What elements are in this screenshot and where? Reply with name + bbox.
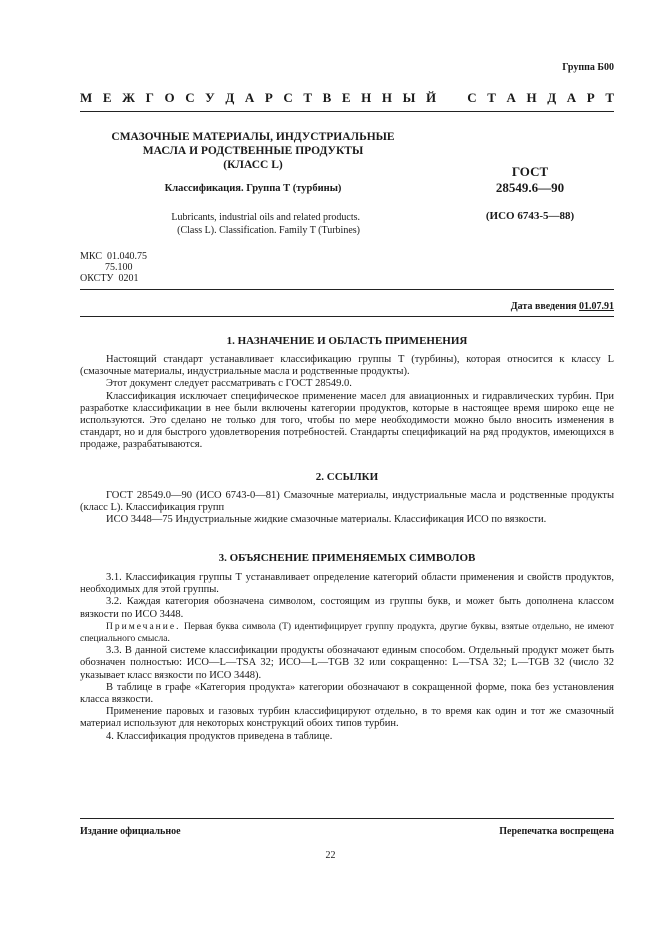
english-title-line-2: (Class L). Classification. Family T (Turbines) [177, 225, 360, 236]
footer-rule [80, 818, 614, 819]
document-subtitle: Классификация. Группа Т (турбины) [164, 183, 342, 194]
mks-code-2: 75.100 [80, 262, 133, 273]
banner-letter: Н [381, 90, 393, 105]
okstu-code: ОКСТУ 0201 [80, 273, 139, 284]
banner-letter: С [283, 90, 293, 105]
gost-label: ГОСТ [511, 164, 549, 179]
banner-letter: А [506, 90, 516, 105]
title-line-2: МАСЛА И РОДСТВЕННЫЕ ПРОДУКТЫ [142, 145, 364, 157]
document-title [88, 130, 418, 172]
note [80, 621, 614, 645]
english-title [80, 211, 360, 237]
banner-letter: Г [145, 90, 154, 105]
paragraph: ИСО 3448—75 Индустриальные жидкие смазочные материалы. Классификация ИСО по вязкости. [106, 514, 547, 526]
section-2-heading: 2. ССЫЛКИ [315, 471, 379, 483]
section-1-heading: 1. НАЗНАЧЕНИЕ И ОБЛАСТЬ ПРИМЕНЕНИЯ [226, 335, 468, 347]
iso-equivalent: (ИСО 6743-5—88) [485, 210, 575, 222]
banner-letter: У [205, 90, 215, 105]
paragraph: Этот документ следует рассматривать с ГОСТ 28549.0. [106, 378, 352, 390]
page-number: 22 [325, 850, 336, 861]
introduction-date [511, 301, 614, 312]
header-rule [80, 111, 614, 112]
section-1-body [80, 354, 614, 452]
note-text: Первая буква символа (Т) идентифицирует группу продукта, другие буквы, взятые отдельно, не имеют специального смысла. [80, 621, 614, 645]
introduction-date-label: Дата введения [510, 301, 579, 312]
group-code: Группа Б00 [562, 62, 614, 73]
banner-letter: Т [487, 90, 496, 105]
section-3-heading: 3. ОБЪЯСНЕНИЕ ПРИМЕНЯЕМЫХ СИМВОЛОВ [218, 552, 476, 564]
banner-letter: А [566, 90, 577, 105]
banner-letter: Е [102, 90, 112, 105]
banner-letter: Д [225, 90, 235, 105]
classification-codes [80, 251, 147, 284]
banner-gap [447, 90, 457, 106]
interstate-standard-banner [80, 90, 614, 106]
note-label: Примечание. [106, 621, 181, 632]
reprint-prohibited-label: Перепечатка воспрещена [499, 826, 614, 837]
paragraph: Применение паровых и газовых турбин классифицируют отдельно, в то время как один и тот же смазочный материал используют для некоторых конструкций обоих типов турбин. [80, 706, 614, 730]
banner-letter: Н [361, 90, 372, 105]
paragraph: Настоящий стандарт устанавливает классификацию группы Т (турбины), которая относится к классу L (смазочные материалы, индустриальные масла и родственные продукты). [80, 354, 614, 378]
section-3-body [80, 572, 614, 743]
banner-letter: Р [586, 90, 595, 105]
gost-designation [470, 164, 590, 196]
banner-letter: Н [526, 90, 537, 105]
paragraph: 3.1. Классификация группы Т устанавливает определение категорий области применения и свойств продуктов, необходимых для этой группы. [80, 572, 614, 596]
banner-letter: Ы [402, 90, 416, 105]
paragraph: 4. Классификация продуктов приведена в таблице. [106, 730, 333, 742]
banner-letter: С [467, 90, 477, 105]
banner-letter: Т [605, 90, 614, 105]
paragraph: Классификация исключает специфическое применение масел для авиационных и гидравлических турбин. При разработке классификации в нее были включены категории продуктов, которые в настоящее время широко еще не используются. Это сделано не только для того, чтобы по мере необходимости можно было вносить изменения в стандарт, но и для быстрого удовлетворения потребностей. Стандарты спецификаций на ряд продуктов, имеющихся в продаже, разрабатываются. [80, 390, 614, 451]
banner-letter: Р [264, 90, 273, 105]
banner-letter: Ж [122, 90, 135, 105]
date-rule [80, 316, 614, 317]
banner-letter: Й [425, 90, 437, 105]
official-edition-label: Издание официальное [80, 826, 181, 837]
title-line-3: (КЛАСС L) [223, 159, 283, 171]
section-2-body [80, 490, 614, 527]
introduction-date-value: 01.07.91 [579, 301, 614, 312]
paragraph: ГОСТ 28549.0—90 (ИСО 6743-0—81) Смазочные материалы, индустриальные масла и родственные продукты (класс L). Классификация групп [80, 490, 614, 514]
gost-number: 28549.6—90 [495, 180, 565, 195]
paragraph: В таблице в графе «Категория продукта» категории обозначают в сокращенной форме, пока без установления класса вязкости. [80, 681, 614, 706]
english-title-line-1: Lubricants, industrial oils and related products. [171, 212, 360, 223]
banner-letter: О [164, 90, 175, 105]
paragraph: 3.3. В данной системе классификации продукты обозначают единым способом. Отдельный продукт может быть обозначен полностью: ИСО—L—TSA 32; ИСО—L—TGB 32 или сокращенно: L—TSA 32; L—TGB 32 (число 32 указывает класс вязкости по ИСО 3448). [80, 645, 614, 681]
banner-letter: Е [341, 90, 351, 105]
banner-letter: А [244, 90, 255, 105]
codes-rule [80, 289, 614, 290]
banner-letter: Т [303, 90, 313, 105]
paragraph: 3.2. Каждая категория обозначена символом, состоящим из группы букв, и может быть дополнена классом вязкости по ИСО 3448. [80, 596, 614, 620]
banner-letter: Д [547, 90, 557, 105]
banner-letter: С [185, 90, 195, 105]
mks-code-1: МКС 01.040.75 [80, 251, 147, 262]
banner-letter: М [80, 90, 93, 105]
title-line-1: СМАЗОЧНЫЕ МАТЕРИАЛЫ, ИНДУСТРИАЛЬНЫЕ [111, 131, 395, 143]
banner-letter: В [322, 90, 332, 105]
